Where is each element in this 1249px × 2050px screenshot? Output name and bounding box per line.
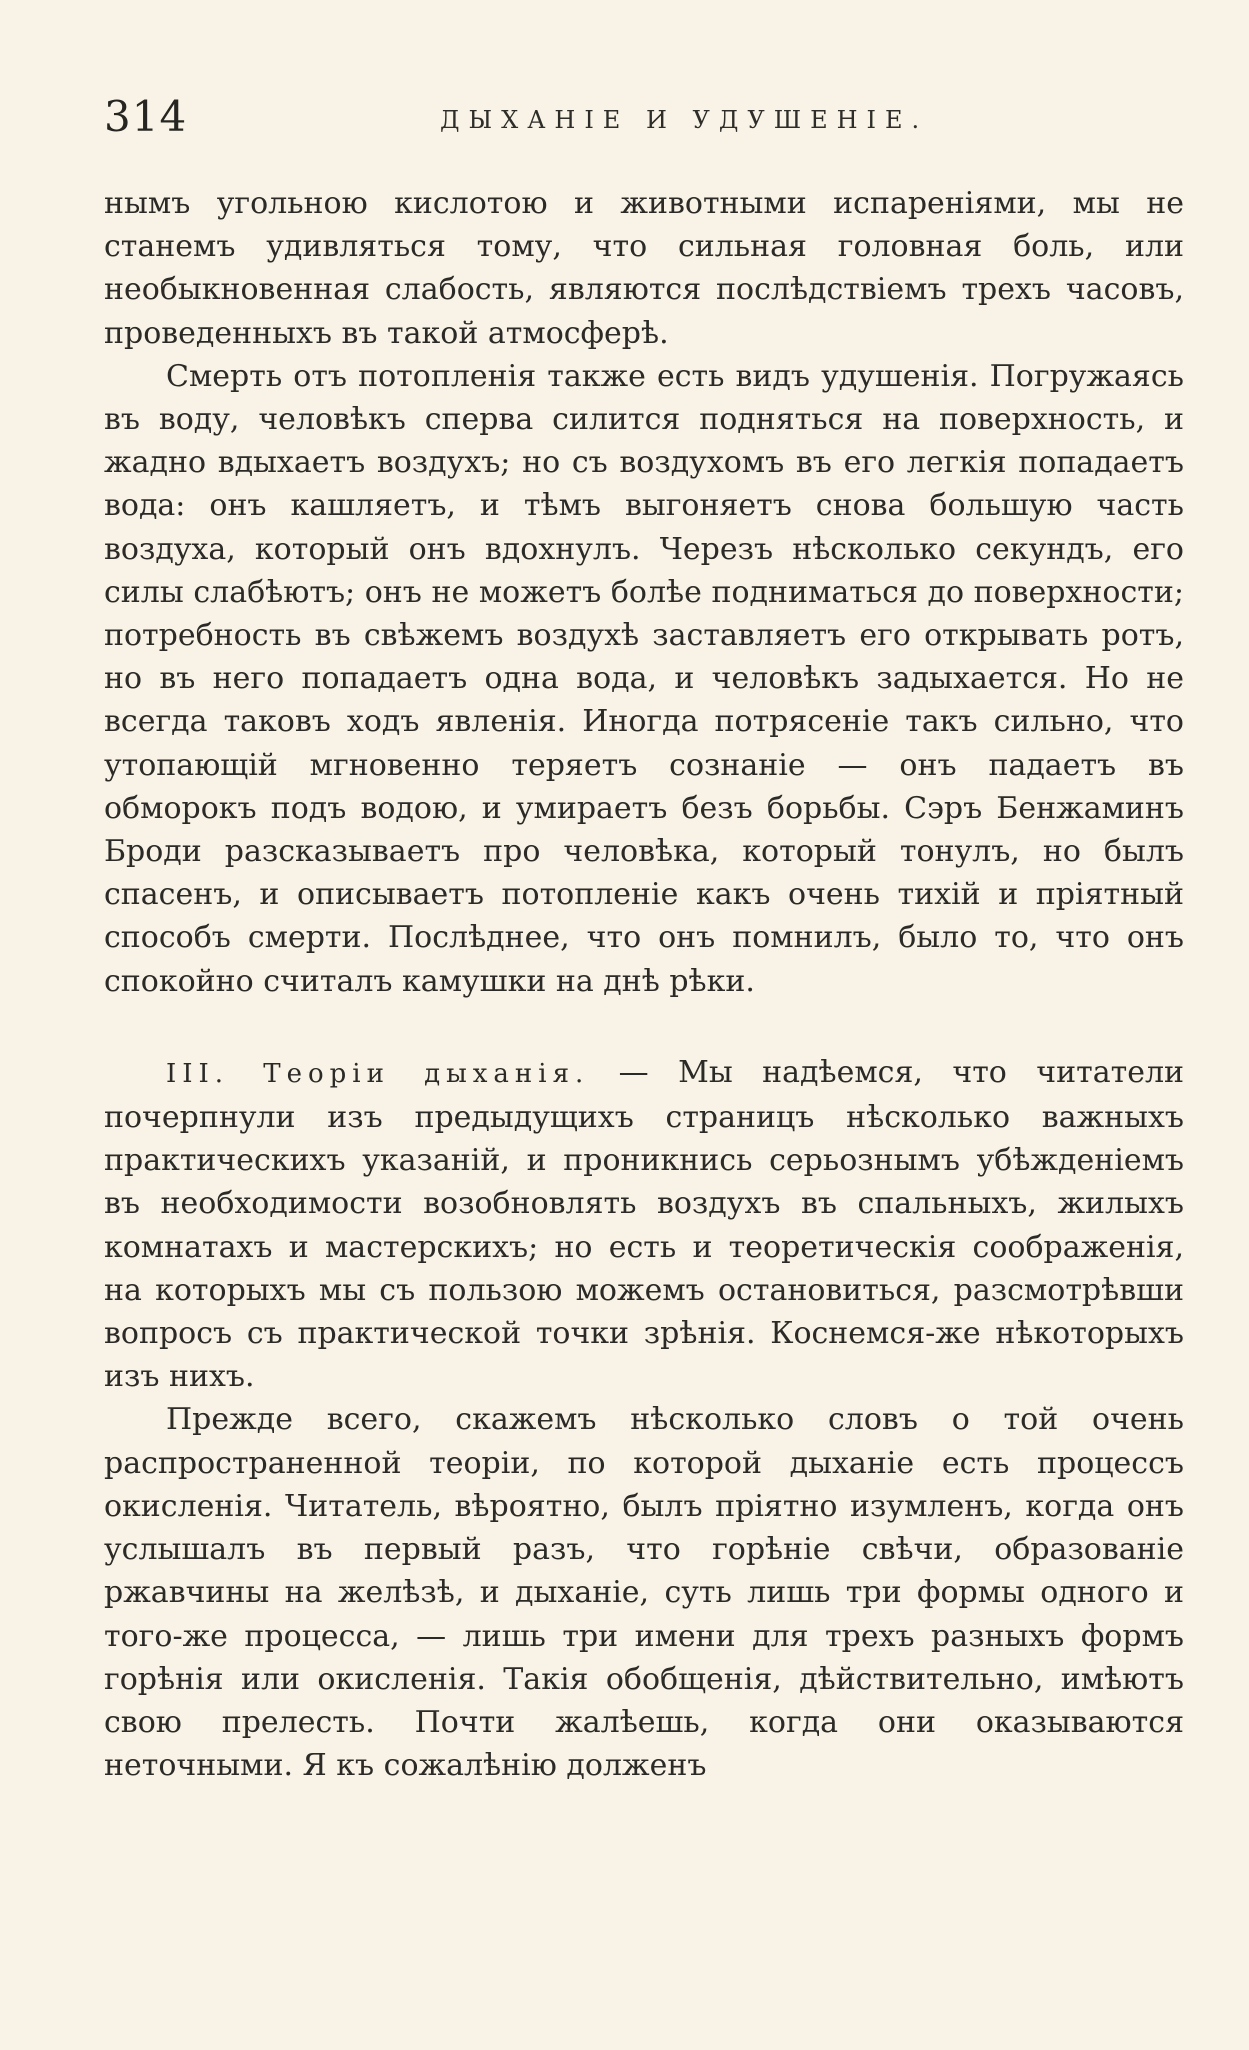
- section-text: — Мы надѣемся, что читатели почерпнули изъ предыдущихъ страницъ нѣсколько важныхъ практическихъ указаній, и проникнись серьознымъ убѣжденіемъ въ необходимости возобновлять воздухъ въ спальныхъ, жилыхъ комнатахъ и мастерскихъ; но есть и теоретическія соображенія, на которыхъ мы съ пользою можемъ остановиться, разсмотрѣвши вопросъ съ практической точки зрѣнія. Коснемся-же нѣкоторыхъ изъ нихъ.: [104, 1054, 1185, 1395]
- section-gap: [104, 1003, 1184, 1051]
- running-title: ДЫХАНІЕ И УДУШЕНІЕ.: [440, 106, 929, 134]
- page-number: 314: [104, 92, 188, 141]
- page-header: [0, 0, 1249, 160]
- section-title: III. Теоріи дыханія.: [166, 1058, 590, 1089]
- paragraph-section-iii: [104, 1051, 1184, 1399]
- paragraph-oxidation-theory: Прежде всего, скажемъ нѣсколько словъ о той очень распространенной теоріи, по которой дыханіе есть процессъ окисленія. Читатель, вѣроятно, былъ пріятно изумленъ, когда онъ услышалъ въ первый разъ, что горѣніе свѣчи, образованіе ржавчины на желѣзѣ, и дыханіе, суть лишь три формы одного и того-же процесса, — лишь три имени для трехъ разныхъ формъ горѣнія или окисленія. Такія обобщенія, дѣйствительно, имѣютъ свою прелесть. Почти жалѣешь, когда они оказываются неточными. Я къ сожалѣнію долженъ: [104, 1402, 1184, 1784]
- body-text: [104, 182, 1184, 1787]
- paragraph-drowning: Смерть отъ потопленія также есть видъ удушенія. Погружаясь въ воду, человѣкъ сперва силится подняться на поверхность, и жадно вдыхаетъ воздухъ; но съ воздухомъ въ его легкія попадаетъ вода: онъ кашляетъ, и тѣмъ выгоняетъ снова большую часть воздуха, который онъ вдохнулъ. Черезъ нѣсколько секундъ, его силы слабѣютъ; онъ не можетъ болѣе подниматься до поверхности; потребность въ свѣжемъ воздухѣ заставляетъ его открывать ротъ, но въ него попадаетъ одна вода, и человѣкъ задыхается. Но не всегда таковъ ходъ явленія. Иногда потрясеніе такъ сильно, что утопающій мгновенно теряетъ сознаніе — онъ падаетъ въ обморокъ подъ водою, и умираетъ безъ борьбы. Сэръ Бенжаминъ Броди разсказываетъ про человѣка, который тонулъ, но былъ спасенъ, и описываетъ потопленіе какъ очень тихій и пріятный способъ смерти. Послѣднее, что онъ помнилъ, было то, что онъ спокойно считалъ камушки на днѣ рѣки.: [104, 358, 1184, 999]
- paragraph-continuation: нымъ угольною кислотою и животными испареніями, мы не станемъ удивляться тому, что сильная головная боль, или необыкновенная слабость, являются послѣдствіемъ трехъ часовъ, проведенныхъ въ такой атмосферѣ.: [104, 186, 1184, 351]
